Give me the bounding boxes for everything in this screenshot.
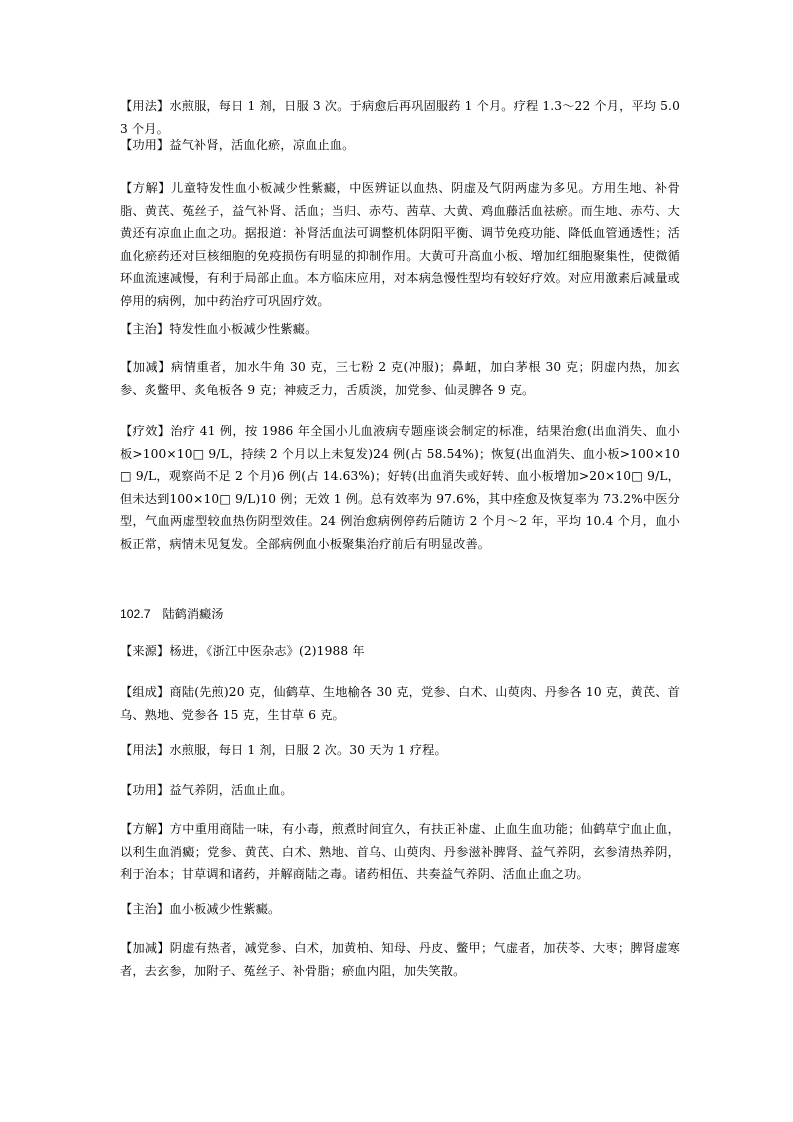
modification2-label: 【加减】 bbox=[120, 941, 170, 955]
indication-paragraph bbox=[120, 318, 680, 341]
modification2-paragraph bbox=[120, 937, 680, 982]
composition-paragraph bbox=[120, 681, 680, 726]
efficacy-text: 治疗 41 例，按 1986 年全国小儿血液病专题座谈会制定的标准，结果治愈(出血消失、血小板>100×10□ 9/L，持续 2 个月以上未复发)24 例(占 58.54%)；恢复(出血消失、血小板>100×10□ 9/L，观察尚不足 2 个月)6 例(占 14.63%)；好转(出血消失或好转、血小板增加>20×10□ 9/L，但未达到100×10□ 9/L)10 例；无效 1 例。总有效率为 97.6%，其中痊愈及恢复率为 73.2%中医分型，气血两虚型较血热伤阴型效佳。24 例治愈病例停药后随访 2 个月～2 年，平均 10.4 个月，血小板正常，病情未见复发。全部病例血小板聚集治疗前后有明显改善。 bbox=[120, 424, 680, 551]
section-title: 陆鹤消癜汤 bbox=[162, 607, 224, 621]
source-label: 【来源】 bbox=[120, 644, 170, 658]
efficacy-label: 【疗效】 bbox=[120, 424, 171, 438]
explanation2-paragraph bbox=[120, 818, 680, 886]
effect-text: 益气补肾，活血化瘀，凉血止血。 bbox=[169, 138, 355, 152]
effect2-paragraph bbox=[120, 779, 680, 802]
usage2-label: 【用法】 bbox=[120, 743, 170, 757]
modification-text: 病情重者，加水牛角 30 克，三七粉 2 克(冲服)；鼻衄，加白茅根 30 克；阴虚内热，加玄参、炙鳖甲、炙龟板各 9 克；神疲乏力，舌质淡，加党参、仙灵脾各 9 克。 bbox=[120, 360, 680, 397]
explanation2-text: 方中重用商陆一味，有小毒，煎煮时间宜久，有扶正补虚、止血生血功能；仙鹤草宁血止血，以利生血消癜；党参、黄芪、白术、熟地、首乌、山萸肉、丹参滋补脾肾、益气养阴，玄参清热养阴，利于治本；甘草调和诸药，并解商陆之毒。诸药相伍、共奏益气养阴、活血止血之功。 bbox=[120, 822, 680, 881]
explanation-label: 【方解】 bbox=[120, 181, 171, 195]
indication2-text: 血小板减少性紫癜。 bbox=[169, 902, 281, 916]
composition-label: 【组成】 bbox=[120, 685, 170, 699]
indication2-label: 【主治】 bbox=[120, 902, 170, 916]
efficacy-paragraph bbox=[120, 420, 680, 555]
effect-label: 【功用】 bbox=[120, 138, 170, 152]
source-text: 杨进，《浙江中医杂志》(2)1988 年 bbox=[169, 644, 365, 658]
effect-paragraph bbox=[120, 134, 680, 157]
explanation-paragraph bbox=[120, 177, 680, 312]
explanation-text: 儿童特发性血小板减少性紫癜，中医辨证以血热、阴虚及气阴两虚为多见。方用生地、补骨脂、黄芪、菟丝子，益气补肾、活血；当归、赤芍、茜草、大黄、鸡血藤活血祛瘀。而生地、赤芍、大黄还有凉血止血之功。据报道：补肾活血法可调整机体阴阳平衡、调节免疫功能、降低血管通透性；活血化瘀药还对巨核细胞的免疫损伤有明显的抑制作用。大黄可升高血小板、增加红细胞聚集性，使微循环血流速减慢，有利于局部止血。本方临床应用，对本病急慢性型均有较好疗效。对应用激素后减量或停用的病例，加中药治疗可巩固疗效。 bbox=[120, 181, 680, 308]
source-paragraph bbox=[120, 640, 680, 663]
usage-text: 水煎服，每日 1 剂，日服 3 次。于病愈后再巩固服药 1 个月。疗程 1.3～22 个月，平均 5.03 个月。 bbox=[120, 99, 680, 136]
explanation2-label: 【方解】 bbox=[120, 822, 170, 836]
modification-paragraph bbox=[120, 356, 680, 401]
usage2-text: 水煎服，每日 1 剂，日服 2 次。30 天为 1 疗程。 bbox=[169, 743, 447, 757]
usage-label: 【用法】 bbox=[120, 99, 170, 113]
section-number: 102.7 bbox=[120, 607, 151, 621]
indication-label: 【主治】 bbox=[120, 322, 170, 336]
modification2-text: 阴虚有热者，减党参、白术，加黄柏、知母、丹皮、鳖甲；气虚者，加茯苓、大枣；脾肾虚寒者，去玄参，加附子、菟丝子、补骨脂；瘀血内阻，加失笑散。 bbox=[120, 941, 680, 978]
section-heading bbox=[120, 604, 223, 624]
effect2-text: 益气养阴，活血止血。 bbox=[169, 783, 293, 797]
indication-text: 特发性血小板减少性紫癜。 bbox=[169, 322, 318, 336]
modification-label: 【加减】 bbox=[120, 360, 171, 374]
composition-text: 商陆(先煎)20 克，仙鹤草、生地榆各 30 克，党参、白术、山萸肉、丹参各 10 克，黄芪、首乌、熟地、党参各 15 克，生甘草 6 克。 bbox=[120, 685, 680, 722]
effect2-label: 【功用】 bbox=[120, 783, 170, 797]
usage2-paragraph bbox=[120, 739, 680, 762]
indication2-paragraph bbox=[120, 898, 680, 921]
